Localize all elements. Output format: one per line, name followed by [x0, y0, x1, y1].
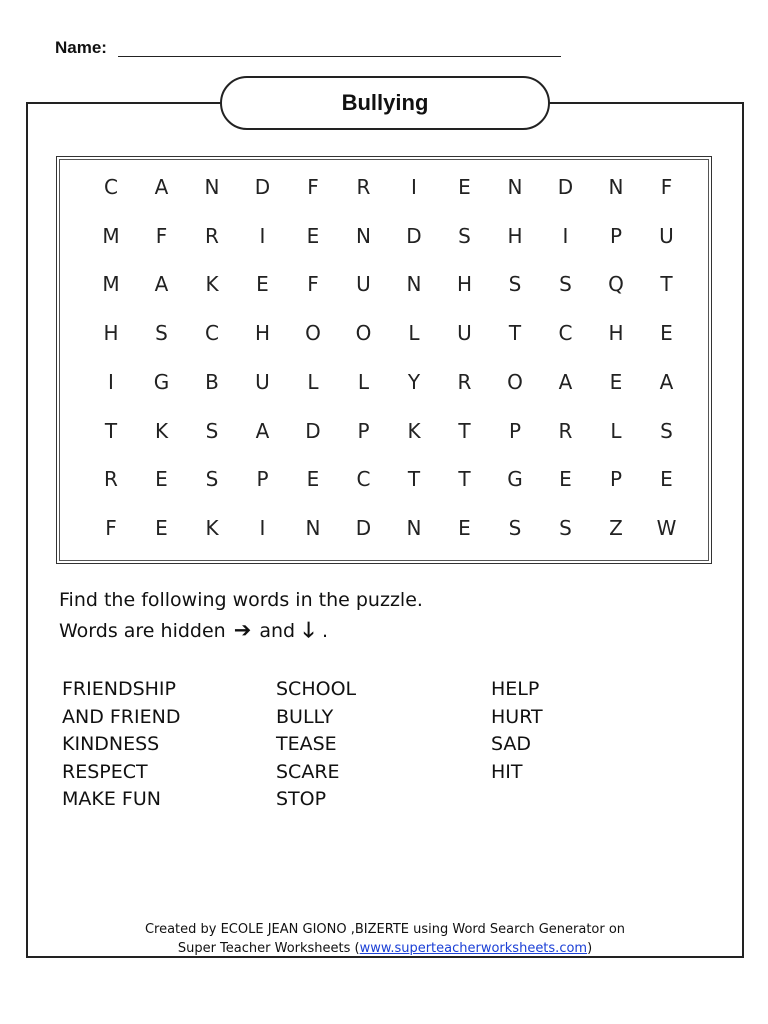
word-list-item: MAKE FUN	[62, 788, 161, 810]
grid-cell[interactable]: N	[305, 515, 321, 540]
grid-cell[interactable]: E	[458, 175, 471, 199]
grid-cell[interactable]: S	[559, 515, 572, 540]
grid-cell[interactable]: I	[562, 223, 569, 248]
grid-cell[interactable]: H	[254, 321, 271, 346]
word-list-item: SCARE	[276, 760, 340, 783]
grid-cell[interactable]: G	[153, 369, 170, 394]
word-list-item: RESPECT	[62, 760, 148, 783]
worksheet-title: Bullying	[341, 90, 429, 115]
word-list-column-1	[62, 676, 180, 814]
grid-cell[interactable]: U	[457, 321, 472, 346]
grid-cell[interactable]: E	[306, 467, 320, 492]
instruction-line-1: Find the following words in the puzzle.	[59, 589, 423, 611]
grid-cell[interactable]: N	[507, 175, 523, 199]
grid-cell[interactable]: F	[307, 175, 319, 199]
grid-cell[interactable]: M	[102, 223, 120, 248]
word-list-item: SCHOOL	[276, 678, 357, 700]
grid-cell[interactable]: N	[204, 175, 220, 199]
grid-cell[interactable]: O	[355, 321, 372, 346]
grid-cell[interactable]: T	[407, 467, 421, 492]
grid-cell[interactable]: S	[508, 272, 522, 297]
grid-cell[interactable]: E	[155, 515, 168, 540]
grid-cell[interactable]: S	[660, 418, 673, 443]
grid-cell[interactable]: R	[558, 418, 573, 443]
word-list-column-2	[276, 676, 356, 814]
grid-cell[interactable]: K	[205, 272, 219, 297]
grid-cell[interactable]: C	[205, 321, 219, 346]
instruction-prefix: Words are hidden	[59, 620, 226, 642]
grid-cell[interactable]: K	[407, 418, 421, 443]
grid-cell[interactable]: P	[256, 467, 269, 492]
grid-cell[interactable]: U	[356, 272, 371, 297]
footer-suffix: )	[587, 941, 593, 956]
grid-cell[interactable]: A	[154, 272, 169, 297]
word-list-item: BULLY	[276, 705, 334, 728]
grid-cell[interactable]: I	[411, 175, 417, 199]
grid-cell[interactable]: R	[457, 369, 472, 394]
grid-cell[interactable]: E	[155, 467, 168, 492]
grid-cell[interactable]: E	[256, 272, 269, 297]
grid-cell[interactable]: P	[609, 223, 623, 248]
right-arrow-icon: ➔	[233, 618, 252, 642]
footer-line-1: Created by ECOLE JEAN GIONO ,BIZERTE using Word Search Generator on	[144, 922, 626, 937]
word-list-item: STOP	[276, 788, 327, 810]
grid-cell[interactable]: O	[305, 321, 321, 346]
grid-cell[interactable]: P	[508, 418, 522, 443]
grid-cell[interactable]: I	[259, 515, 266, 540]
instruction-and: and	[259, 620, 296, 642]
grid-cell[interactable]: E	[609, 369, 623, 394]
grid-cell[interactable]: N	[608, 175, 624, 199]
grid-cell[interactable]: E	[660, 321, 673, 346]
grid-cell[interactable]: E	[660, 467, 673, 492]
grid-cell[interactable]: A	[255, 418, 270, 443]
grid-cell[interactable]: A	[154, 175, 169, 199]
letter-grid	[57, 157, 711, 563]
grid-cell[interactable]: E	[559, 467, 572, 492]
grid-cell[interactable]: K	[154, 418, 169, 443]
word-list-item: HELP	[491, 678, 540, 700]
grid-cell[interactable]: I	[108, 369, 114, 394]
grid-cell[interactable]: W	[656, 515, 677, 540]
grid-cell[interactable]: H	[608, 321, 624, 346]
title-banner	[220, 76, 550, 130]
grid-cell[interactable]: U	[255, 369, 270, 394]
word-list-item: TEASE	[276, 733, 337, 755]
instruction-suffix: .	[322, 620, 329, 642]
word-list-item: KINDNESS	[62, 733, 160, 755]
grid-cell[interactable]: H	[456, 272, 473, 297]
grid-cell[interactable]: L	[408, 321, 420, 346]
grid-cell[interactable]: N	[356, 223, 371, 248]
puzzle-grid-box	[56, 156, 712, 564]
grid-cell[interactable]: D	[305, 418, 321, 443]
grid-cell[interactable]: S	[559, 272, 572, 297]
word-list-column-3	[491, 676, 543, 786]
grid-cell[interactable]: D	[406, 223, 422, 248]
grid-cell[interactable]: S	[205, 418, 219, 443]
grid-cell[interactable]: L	[357, 369, 370, 394]
grid-cell[interactable]: A	[558, 369, 573, 394]
grid-cell[interactable]: S	[508, 515, 522, 540]
footer-link[interactable]: www.superteacherworksheets.com	[359, 941, 588, 956]
grid-cell[interactable]: F	[155, 223, 168, 248]
footer-line-2	[26, 939, 744, 958]
footer-credit	[26, 920, 744, 958]
grid-cell[interactable]: R	[205, 223, 219, 248]
grid-cell[interactable]: D	[254, 175, 271, 199]
grid-cell[interactable]: R	[356, 175, 371, 199]
grid-cell[interactable]: D	[557, 175, 574, 199]
footer-prefix: Super Teacher Worksheets (	[177, 941, 360, 956]
grid-cell[interactable]: U	[659, 223, 674, 248]
grid-cell[interactable]: O	[507, 369, 523, 394]
grid-cell[interactable]: S	[205, 467, 219, 492]
word-list-item: HURT	[491, 705, 543, 728]
grid-cell[interactable]: F	[660, 175, 673, 199]
name-write-line	[118, 56, 561, 57]
grid-cell[interactable]: N	[406, 272, 422, 297]
grid-cell[interactable]: F	[307, 272, 319, 297]
grid-cell[interactable]: L	[307, 369, 319, 394]
grid-cell[interactable]: S	[155, 321, 168, 346]
grid-cell[interactable]: E	[306, 223, 320, 248]
grid-cell[interactable]: H	[507, 223, 523, 248]
grid-cell[interactable]: T	[458, 467, 471, 492]
grid-cell[interactable]: C	[356, 467, 371, 492]
word-list-item: AND FRIEND	[62, 705, 181, 728]
down-arrow-icon: 🡓	[303, 618, 314, 642]
word-list-item: HIT	[491, 760, 523, 783]
grid-cell[interactable]: T	[458, 418, 471, 443]
grid-cell[interactable]: Q	[608, 272, 624, 297]
name-label: Name:	[55, 38, 107, 57]
grid-cell[interactable]: Z	[609, 515, 623, 540]
grid-cell[interactable]: C	[558, 321, 573, 346]
grid-cell[interactable]: H	[103, 321, 119, 346]
instruction-line-2	[59, 616, 328, 651]
grid-cell[interactable]: D	[355, 515, 372, 540]
grid-cell[interactable]: F	[105, 515, 117, 540]
grid-cell[interactable]: S	[458, 223, 471, 248]
grid-cell[interactable]: P	[357, 418, 370, 443]
grid-cell[interactable]: P	[609, 467, 623, 492]
grid-cell[interactable]: T	[104, 418, 118, 443]
grid-cell[interactable]: R	[104, 467, 118, 492]
grid-cell[interactable]: A	[659, 369, 674, 394]
grid-cell[interactable]: B	[205, 369, 219, 394]
word-list-item: SAD	[491, 733, 532, 755]
grid-cell[interactable]: M	[102, 272, 120, 297]
grid-cell[interactable]: T	[660, 272, 673, 297]
grid-cell[interactable]: N	[406, 515, 422, 540]
word-list-item: FRIENDSHIP	[62, 678, 176, 700]
grid-cell[interactable]: G	[507, 467, 523, 492]
grid-cell[interactable]: T	[508, 321, 522, 346]
grid-cell[interactable]: L	[610, 418, 622, 443]
grid-cell[interactable]: Y	[407, 369, 421, 394]
grid-cell[interactable]: I	[259, 223, 266, 248]
grid-cell[interactable]: E	[458, 515, 471, 540]
grid-cell[interactable]: C	[104, 175, 118, 199]
grid-cell[interactable]: K	[205, 515, 219, 540]
